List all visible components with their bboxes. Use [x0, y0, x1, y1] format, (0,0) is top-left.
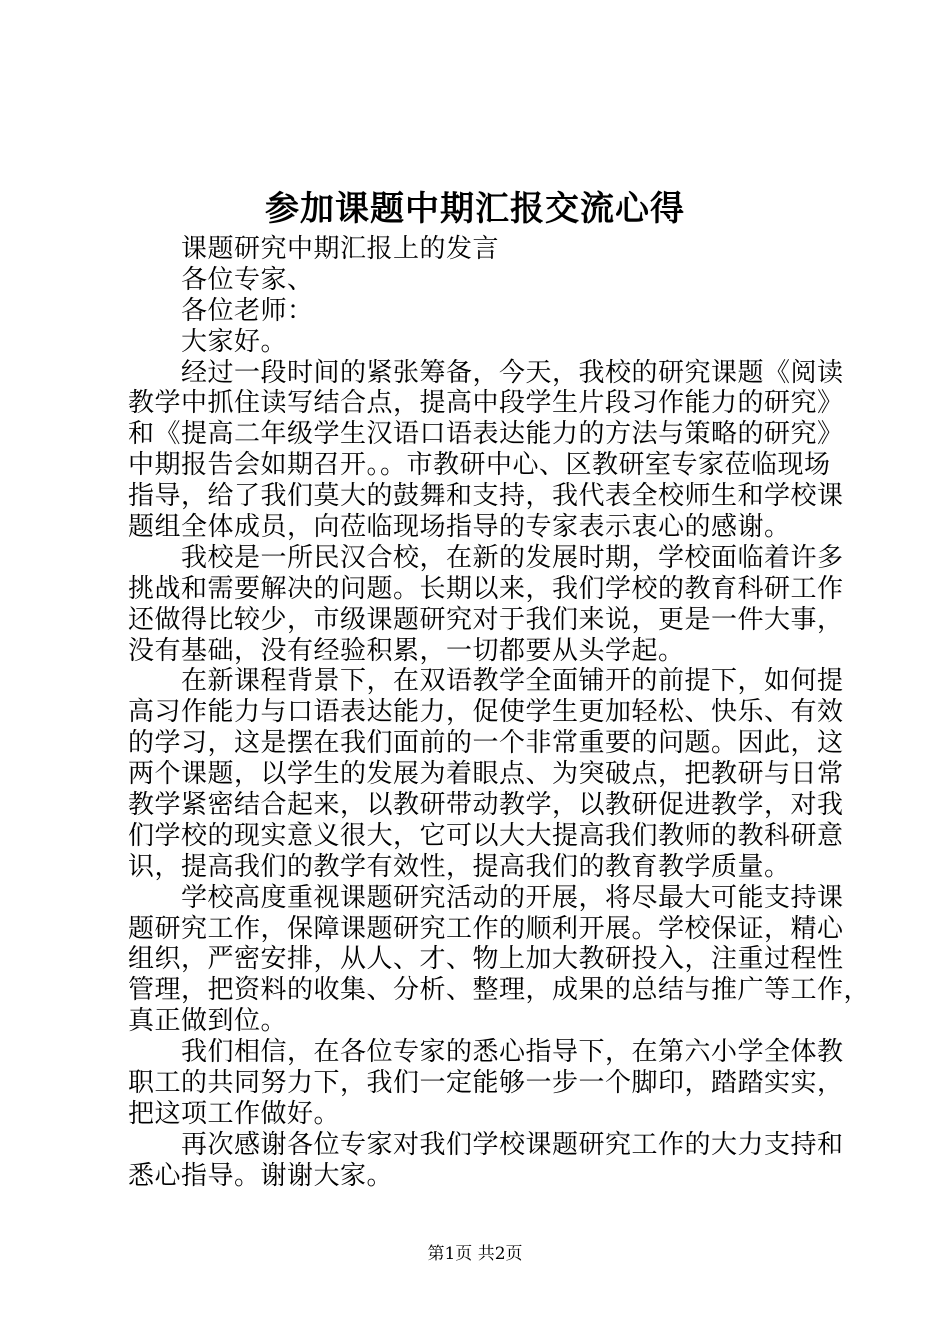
text-line: 各位专家、 — [181, 264, 314, 295]
document-body — [128, 234, 871, 1192]
text-line: 们学校的现实意义很大，它可以大大提高我们教师的教科研意 — [128, 820, 844, 851]
text-line: 大家好。 — [181, 326, 288, 357]
text-line: 挑战和需要解决的问题。长期以来，我们学校的教育科研工作 — [128, 573, 844, 604]
text-line: 识，提高我们的教学有效性，提高我们的教育教学质量。 — [128, 851, 791, 882]
document-title: 参加课题中期汇报交流心得 — [265, 189, 685, 229]
text-line: 悉心指导。谢谢大家。 — [128, 1160, 394, 1191]
text-line: 再次感谢各位专家对我们学校课题研究工作的大力支持和 — [181, 1129, 844, 1160]
text-line: 课题研究中期汇报上的发言 — [181, 234, 500, 264]
text-line: 还做得比较少，市级课题研究对于我们来说，更是一件大事， — [128, 604, 844, 635]
page-number-footer: 第1页 共2页 — [427, 1244, 523, 1264]
text-line: 教学中抓住读写结合点，提高中段学生片段习作能力的研究》 — [128, 388, 844, 419]
text-line: 把这项工作做好。 — [128, 1098, 341, 1129]
text-line: 管理，把资料的收集、分析、整理，成果的总结与推广等工作， — [128, 975, 871, 1006]
text-line: 组织，严密安排，从人、才、物上加大教研投入，注重过程性 — [128, 944, 844, 975]
text-line: 真正做到位。 — [128, 1006, 288, 1037]
text-line: 我校是一所民汉合校，在新的发展时期，学校面临着许多 — [181, 542, 844, 573]
text-line: 中期报告会如期召开。。市教研中心、区教研室专家莅临现场 — [128, 450, 831, 481]
text-line: 各位老师： — [181, 295, 314, 326]
text-line: 在新课程背景下，在双语教学全面铺开的前提下，如何提 — [181, 666, 844, 697]
text-line: 经过一段时间的紧张筹备，今天，我校的研究课题《阅读 — [181, 357, 844, 388]
text-line: 教学紧密结合起来，以教研带动教学，以教研促进教学，对我 — [128, 790, 844, 821]
text-line: 题组全体成员，向莅临现场指导的专家表示衷心的感谢。 — [128, 512, 791, 543]
text-line: 和《提高二年级学生汉语口语表达能力的方法与策略的研究》 — [128, 419, 844, 450]
text-line: 两个课题，以学生的发展为着眼点、为突破点，把教研与日常 — [128, 759, 844, 790]
text-line: 我们相信，在各位专家的悉心指导下，在第六小学全体教 — [181, 1037, 844, 1068]
text-line: 学校高度重视课题研究活动的开展，将尽最大可能支持课 — [181, 882, 844, 913]
text-line: 题研究工作，保障课题研究工作的顺利开展。学校保证，精心 — [128, 913, 844, 944]
text-line: 高习作能力与口语表达能力，促使学生更加轻松、快乐、有效 — [128, 697, 844, 728]
text-line: 的学习，这是摆在我们面前的一个非常重要的问题。因此，这 — [128, 728, 844, 759]
text-line: 职工的共同努力下，我们一定能够一步一个脚印，踏踏实实， — [128, 1068, 844, 1099]
text-line: 没有基础，没有经验积累，一切都要从头学起。 — [128, 635, 685, 666]
text-line: 指导，给了我们莫大的鼓舞和支持，我代表全校师生和学校课 — [128, 481, 844, 512]
